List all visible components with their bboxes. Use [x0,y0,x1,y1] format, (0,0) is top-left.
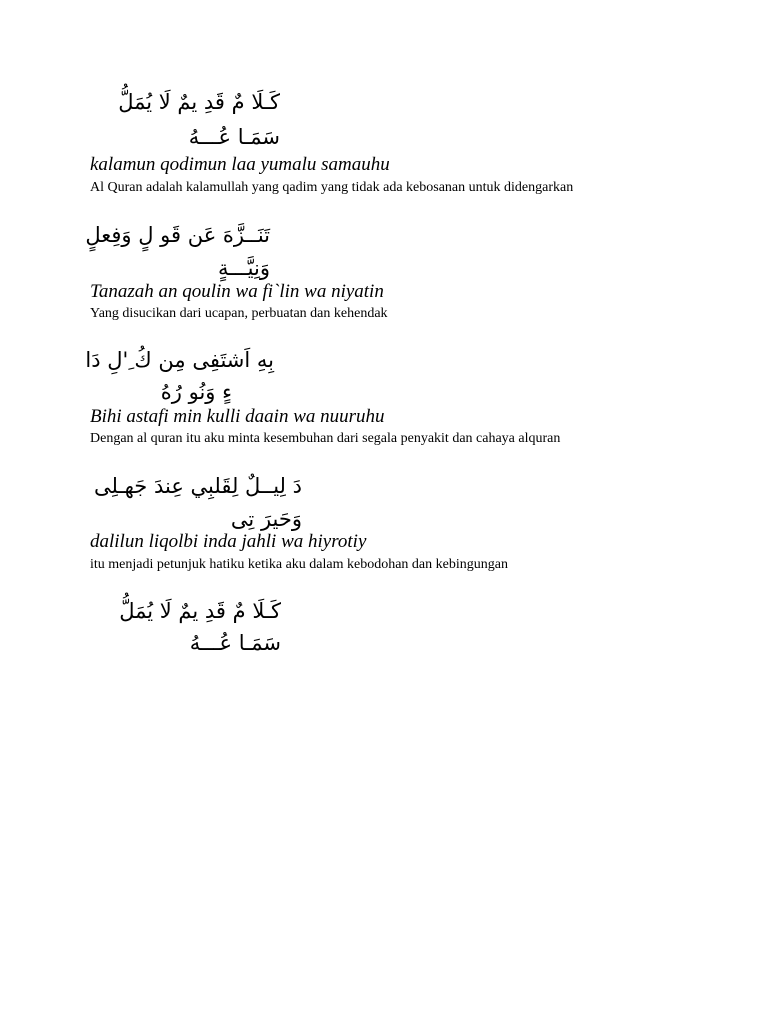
verse-2-arabic-line-1: تَنَــزَّهَ عَن قَو لٍ وَفِعلٍ [85,223,270,247]
verse-2-translation: Yang disucikan dari ucapan, perbuatan dan kehendak [90,306,388,321]
verse-4-arabic-line-1: دَ لِيــلٌ لِقَلبِي عِندَ جَهـلِى [94,474,302,498]
verse-5-arabic-line-2: سَمَـا عُـــهُ [189,631,281,655]
verse-2-arabic-line-2: وَنِيَّـــةٍ [217,256,270,280]
verse-4-arabic-line-2: وَحَيرَ تِى [230,507,302,531]
verse-1-translation: Al Quran adalah kalamullah yang qadim yang tidak ada kebosanan untuk didengarkan [90,180,574,195]
verse-4-translation: itu menjadi petunjuk hatiku ketika aku dalam kebodohan dan kebingungan [90,557,508,572]
verse-3-arabic-line-1: بِهِ اَشتَفِى مِن كُ ِ'لِ دَا [85,348,274,372]
verse-4-transliteration: dalilun liqolbi inda jahli wa hiyrotiy [90,531,367,552]
verse-3-transliteration: Bihi astafi min kulli daain wa nuuruhu [90,406,385,427]
verse-5-arabic-line-1: كَـلَا مٌ قَدِ يمٌ لَا يُمَلُّ [119,599,281,623]
verse-1-transliteration: kalamun qodimun laa yumalu samauhu [90,154,390,175]
verse-3-arabic-line-2: ءٍ وَنُو رُهُ [160,380,232,404]
verse-1-arabic-line-2: سَمَـا عُـــهُ [188,125,280,149]
verse-1-arabic-line-1: كَـلَا مٌ قَدِ يمٌ لَا يُمَلُّ [118,90,280,114]
verse-3-translation: Dengan al quran itu aku minta kesembuhan dari segala penyakit dan cahaya alquran [90,431,561,446]
verse-2-transliteration: Tanazah an qoulin wa fi`lin wa niyatin [90,281,384,302]
